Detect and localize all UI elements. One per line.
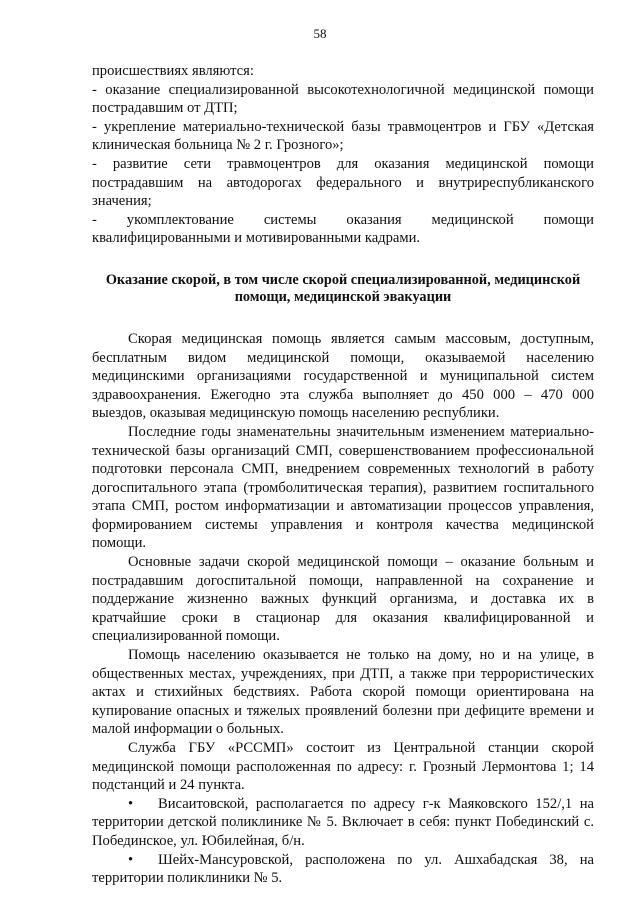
paragraph: Последние годы знаменательны значительным изменением материально-технической базы организаций СМП, совершенствованием профессиональной подготовки персонала СМП, внедрением современных технологий в работу догоспитального этапа (тромболитическая терапия), развитием госпитального этапа СМП, ростом информатизации и автоматизации процессов управления, формированием системы управления и контроля качества медицинской помощи. (92, 423, 594, 552)
bullet-text: Висаитовской, располагается по адресу г-к Маяковского 152/,1 на территории детской поликлинике № 5. Включает в себя: пункт Побединский с. Побединское, ул. Юбилейная, б/н. (92, 795, 594, 849)
paragraph: Скорая медицинская помощь является самым массовым, доступным, бесплатным видом медицинской помощи, оказываемой населению медицинскими организациями государственной и муниципальной систем здравоохранения. Ежегодно эта служба выполняет до 450 000 – 470 000 выездов, оказывая медицинскую помощь населению республики. (92, 330, 594, 422)
intro-line: происшествиях являются: (92, 63, 254, 79)
list-item: - оказание специализированной высокотехнологичной медицинской помощи пострадавшим от ДТП; (92, 81, 594, 117)
paragraph: Помощь населению оказывается не только на дому, но и на улице, в общественных местах, учреждениях, при ДТП, а также при террористических актах и стихийных бедствиях. Работа скорой помощи ориентирована на купирование опасных и тяжелых проявлений болезни при дефиците времени и малой информации о больных. (92, 647, 594, 738)
paragraph: Основные задачи скорой медицинской помощи – оказание больным и пострадавшим догоспитальной помощи, направленной на сохранение и поддержание жизненно важных функций организма, и доставка их в кратчайшие сроки в стационар для оказания квалифицированной и специализированной помощи. (92, 554, 594, 645)
bullet-icon: • (128, 851, 134, 868)
document-body (92, 62, 594, 888)
bullet-item (92, 795, 594, 851)
bullet-item (92, 851, 594, 888)
page-number: 58 (313, 26, 327, 41)
list-item: - укрепление материально-технической базы травмоцентров и ГБУ «Детская клиническая больница № 2 г. Грозного»; (92, 118, 594, 154)
bullet-text: Шейх-Мансуровской, расположена по ул. Ашхабадская 38, на территории поликлиники № 5. (92, 851, 594, 887)
section-heading: Оказание скорой, в том числе скорой специализированной, медицинской помощи, медицинской эвакуации (105, 271, 581, 305)
list-item: - укомплектование системы оказания медицинской помощи квалифицированными и мотивированными кадрами. (92, 211, 594, 247)
paragraph: Служба ГБУ «РССМП» состоит из Центральной станции скорой медицинской помощи расположенная по адресу: г. Грозный Лермонтова 1; 14 подстанций и 24 пункта. (92, 740, 594, 794)
bullet-icon: • (128, 795, 134, 812)
list-item: - развитие сети травмоцентров для оказания медицинской помощи пострадавшим на автодорогах федерального и внутриреспубликанского значения; (92, 155, 594, 210)
